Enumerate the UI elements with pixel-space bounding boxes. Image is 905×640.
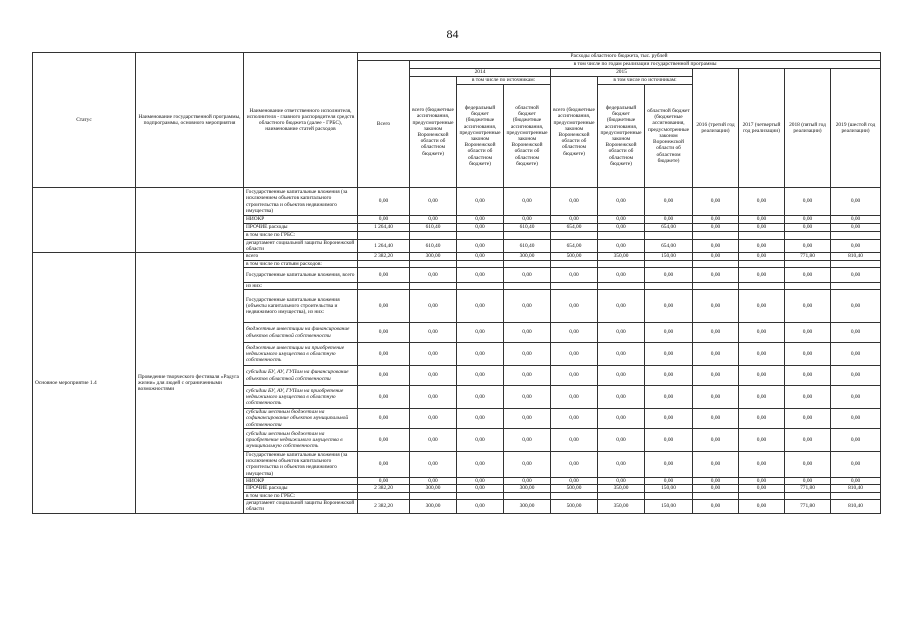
row-label: субсидии БУ, АУ, ГУПам на финансирование объектов областной собственности bbox=[244, 366, 358, 386]
value-cell bbox=[739, 493, 785, 500]
budget-table bbox=[32, 52, 881, 514]
value-cell: 0,00 bbox=[410, 323, 457, 343]
value-cell: 0,00 bbox=[457, 290, 504, 323]
value-cell: 300,00 bbox=[504, 253, 551, 260]
value-cell: 150,00 bbox=[645, 253, 693, 260]
header-status: Статус bbox=[33, 53, 136, 188]
row-label: из них: bbox=[244, 282, 358, 289]
value-cell: 810,40 bbox=[831, 253, 881, 260]
value-cell: 0,00 bbox=[739, 485, 785, 493]
value-cell: 0,00 bbox=[598, 452, 645, 478]
value-cell: 0,00 bbox=[410, 216, 457, 224]
value-cell bbox=[410, 493, 457, 500]
value-cell bbox=[645, 282, 693, 289]
value-cell: 0,00 bbox=[831, 409, 881, 429]
value-cell: 0,00 bbox=[598, 343, 645, 366]
value-cell: 0,00 bbox=[358, 477, 410, 484]
value-cell: 0,00 bbox=[739, 500, 785, 513]
value-cell: 0,00 bbox=[410, 409, 457, 429]
row-label: Государственные капитальные вложения, всего bbox=[244, 267, 358, 282]
value-cell: 0,00 bbox=[551, 323, 598, 343]
value-cell bbox=[551, 282, 598, 289]
value-cell: 0,00 bbox=[457, 477, 504, 484]
value-cell: 0,00 bbox=[551, 386, 598, 409]
value-cell: 0,00 bbox=[504, 216, 551, 224]
value-cell: 0,00 bbox=[785, 216, 831, 224]
value-cell: 0,00 bbox=[831, 290, 881, 323]
value-cell: 0,00 bbox=[739, 386, 785, 409]
value-cell: 0,00 bbox=[598, 409, 645, 429]
value-cell: 0,00 bbox=[410, 366, 457, 386]
value-cell: 0,00 bbox=[410, 452, 457, 478]
row-label: Государственные капитальные вложения (за исключением объектов капитального строительства и объектов недвижимого имущества) bbox=[244, 188, 358, 216]
value-cell: 0,00 bbox=[598, 224, 645, 232]
value-cell: 0,00 bbox=[693, 224, 739, 232]
value-cell bbox=[457, 232, 504, 240]
value-cell: 0,00 bbox=[598, 323, 645, 343]
value-cell: 0,00 bbox=[598, 386, 645, 409]
value-cell: 0,00 bbox=[831, 477, 881, 484]
value-cell bbox=[785, 260, 831, 267]
value-cell: 0,00 bbox=[457, 500, 504, 513]
value-cell: 0,00 bbox=[693, 216, 739, 224]
header-total: Всего bbox=[358, 61, 410, 188]
upper-name-cell bbox=[136, 188, 244, 253]
value-cell: 0,00 bbox=[785, 343, 831, 366]
value-cell: 0,00 bbox=[645, 188, 693, 216]
header-2014-regional: областной бюджет (бюджетные ассигнования, предусмотренные законом Воронежской области об областном бюджете) bbox=[504, 85, 551, 188]
value-cell: 0,00 bbox=[693, 290, 739, 323]
header-2015-regional: областной бюджет (бюджетные ассигнования, предусмотренные законом Воронежской области об областном бюджете) bbox=[645, 85, 693, 188]
value-cell: 0,00 bbox=[739, 409, 785, 429]
value-cell: 0,00 bbox=[457, 409, 504, 429]
value-cell: 0,00 bbox=[504, 409, 551, 429]
value-cell: 500,00 bbox=[551, 500, 598, 513]
value-cell: 0,00 bbox=[551, 409, 598, 429]
value-cell bbox=[551, 232, 598, 240]
value-cell: 0,00 bbox=[645, 366, 693, 386]
value-cell: 0,00 bbox=[457, 429, 504, 452]
value-cell: 0,00 bbox=[645, 323, 693, 343]
value-cell: 0,00 bbox=[551, 267, 598, 282]
value-cell: 0,00 bbox=[504, 323, 551, 343]
value-cell bbox=[457, 493, 504, 500]
value-cell: 0,00 bbox=[358, 366, 410, 386]
value-cell bbox=[457, 282, 504, 289]
value-cell: 610,40 bbox=[504, 224, 551, 232]
header-by-years: в том числе по годам реализации государственной программы bbox=[410, 61, 881, 69]
value-cell: 1 264,40 bbox=[358, 224, 410, 232]
value-cell: 0,00 bbox=[410, 267, 457, 282]
value-cell: 0,00 bbox=[693, 323, 739, 343]
header-2014-sources: в том числе по источникам: bbox=[457, 77, 551, 85]
value-cell bbox=[358, 493, 410, 500]
value-cell: 654,00 bbox=[551, 224, 598, 232]
value-cell: 0,00 bbox=[693, 386, 739, 409]
value-cell: 0,00 bbox=[504, 429, 551, 452]
value-cell: 0,00 bbox=[358, 216, 410, 224]
value-cell bbox=[831, 493, 881, 500]
value-cell: 0,00 bbox=[645, 386, 693, 409]
value-cell: 0,00 bbox=[598, 188, 645, 216]
value-cell: 0,00 bbox=[693, 477, 739, 484]
value-cell bbox=[598, 232, 645, 240]
value-cell: 0,00 bbox=[693, 485, 739, 493]
header-2016: 2016 (третий год реализации) bbox=[693, 69, 739, 188]
row-label: в том числе по ГРБС: bbox=[244, 493, 358, 500]
value-cell: 0,00 bbox=[504, 477, 551, 484]
value-cell: 0,00 bbox=[785, 290, 831, 323]
row-label: в том числе по ГРБС: bbox=[244, 232, 358, 240]
value-cell bbox=[831, 232, 881, 240]
value-cell bbox=[693, 260, 739, 267]
value-cell: 0,00 bbox=[598, 429, 645, 452]
value-cell: 610,40 bbox=[504, 240, 551, 253]
table-body bbox=[33, 188, 881, 514]
value-cell: 0,00 bbox=[457, 323, 504, 343]
value-cell: 0,00 bbox=[645, 477, 693, 484]
value-cell: 0,00 bbox=[645, 429, 693, 452]
value-cell: 350,00 bbox=[598, 253, 645, 260]
value-cell bbox=[785, 282, 831, 289]
value-cell: 0,00 bbox=[551, 343, 598, 366]
value-cell: 300,00 bbox=[410, 253, 457, 260]
value-cell bbox=[358, 232, 410, 240]
value-cell: 0,00 bbox=[831, 343, 881, 366]
value-cell: 0,00 bbox=[457, 267, 504, 282]
row-label: ПРОЧИЕ расходы bbox=[244, 224, 358, 232]
value-cell bbox=[831, 282, 881, 289]
value-cell: 0,00 bbox=[645, 452, 693, 478]
value-cell: 0,00 bbox=[358, 409, 410, 429]
row-label: департамент социальной защиты Воронежской области bbox=[244, 500, 358, 513]
value-cell bbox=[551, 260, 598, 267]
table-row bbox=[33, 253, 881, 260]
value-cell bbox=[504, 282, 551, 289]
header-2018: 2018 (пятый год реализации) bbox=[785, 69, 831, 188]
row-label: Государственные капитальные вложения (объекты капитального строительства и недвижимого имущества), из них: bbox=[244, 290, 358, 323]
value-cell bbox=[645, 493, 693, 500]
value-cell: 0,00 bbox=[831, 386, 881, 409]
value-cell: 1 264,40 bbox=[358, 240, 410, 253]
value-cell: 0,00 bbox=[410, 343, 457, 366]
value-cell bbox=[831, 260, 881, 267]
value-cell: 0,00 bbox=[598, 216, 645, 224]
value-cell: 810,40 bbox=[831, 485, 881, 493]
row-label: Государственные капитальные вложения (за исключением объектов капитального строительства и объектов недвижимого имущества) bbox=[244, 452, 358, 478]
value-cell: 0,00 bbox=[739, 216, 785, 224]
value-cell: 0,00 bbox=[739, 240, 785, 253]
value-cell: 0,00 bbox=[457, 224, 504, 232]
value-cell: 2 382,20 bbox=[358, 253, 410, 260]
value-cell: 0,00 bbox=[457, 188, 504, 216]
value-cell: 0,00 bbox=[693, 366, 739, 386]
value-cell: 0,00 bbox=[598, 366, 645, 386]
value-cell: 0,00 bbox=[693, 452, 739, 478]
value-cell bbox=[598, 260, 645, 267]
value-cell: 0,00 bbox=[739, 429, 785, 452]
value-cell: 0,00 bbox=[831, 267, 881, 282]
header-executor: Наименование ответственного исполнителя, исполнителя - главного распорядителя средств областного бюджета (далее - ГРБС), наименование статей расходов bbox=[244, 53, 358, 188]
value-cell bbox=[551, 493, 598, 500]
row-label: ПРОЧИЕ расходы bbox=[244, 485, 358, 493]
page-number: 84 bbox=[446, 27, 459, 41]
header-2017: 2017 (четвертый год реализации) bbox=[739, 69, 785, 188]
value-cell: 0,00 bbox=[645, 343, 693, 366]
value-cell: 0,00 bbox=[785, 323, 831, 343]
header-year-2014: 2014 bbox=[410, 69, 551, 77]
value-cell: 0,00 bbox=[693, 253, 739, 260]
value-cell: 0,00 bbox=[457, 240, 504, 253]
value-cell: 0,00 bbox=[358, 429, 410, 452]
header-2015-total: всего (бюджетные ассигнования, предусмотренные законом Воронежской области об областном бюджете) bbox=[551, 77, 598, 188]
value-cell: 0,00 bbox=[785, 188, 831, 216]
value-cell bbox=[598, 493, 645, 500]
value-cell: 0,00 bbox=[739, 343, 785, 366]
value-cell: 0,00 bbox=[410, 477, 457, 484]
value-cell: 0,00 bbox=[831, 188, 881, 216]
header-year-2015: 2015 bbox=[551, 69, 693, 77]
value-cell: 0,00 bbox=[598, 240, 645, 253]
value-cell: 0,00 bbox=[831, 366, 881, 386]
table-row bbox=[33, 188, 881, 216]
value-cell: 0,00 bbox=[551, 366, 598, 386]
value-cell: 0,00 bbox=[785, 240, 831, 253]
value-cell: 0,00 bbox=[410, 429, 457, 452]
value-cell: 0,00 bbox=[551, 477, 598, 484]
value-cell: 0,00 bbox=[739, 323, 785, 343]
value-cell bbox=[504, 493, 551, 500]
value-cell: 0,00 bbox=[645, 290, 693, 323]
value-cell bbox=[645, 232, 693, 240]
value-cell: 0,00 bbox=[739, 224, 785, 232]
value-cell: 0,00 bbox=[693, 409, 739, 429]
value-cell bbox=[410, 282, 457, 289]
row-label: НИОКР bbox=[244, 477, 358, 484]
value-cell: 0,00 bbox=[693, 240, 739, 253]
value-cell: 0,00 bbox=[739, 452, 785, 478]
value-cell: 0,00 bbox=[358, 188, 410, 216]
value-cell: 0,00 bbox=[551, 452, 598, 478]
row-label: субсидии БУ, АУ, ГУПам на приобретение недвижимого имущества в областную собственность bbox=[244, 386, 358, 409]
value-cell: 0,00 bbox=[785, 409, 831, 429]
value-cell: 500,00 bbox=[551, 485, 598, 493]
value-cell: 0,00 bbox=[645, 267, 693, 282]
value-cell: 0,00 bbox=[739, 290, 785, 323]
value-cell: 0,00 bbox=[358, 386, 410, 409]
value-cell: 0,00 bbox=[739, 366, 785, 386]
value-cell: 0,00 bbox=[358, 290, 410, 323]
value-cell: 0,00 bbox=[739, 188, 785, 216]
value-cell: 0,00 bbox=[645, 216, 693, 224]
value-cell: 0,00 bbox=[739, 477, 785, 484]
row-label: бюджетные инвестиции на приобретение недвижимого имущества в областную собственность bbox=[244, 343, 358, 366]
value-cell bbox=[645, 260, 693, 267]
value-cell bbox=[739, 282, 785, 289]
value-cell: 150,00 bbox=[645, 500, 693, 513]
value-cell bbox=[739, 232, 785, 240]
value-cell: 300,00 bbox=[504, 485, 551, 493]
value-cell bbox=[785, 493, 831, 500]
value-cell: 0,00 bbox=[457, 485, 504, 493]
value-cell: 771,80 bbox=[785, 253, 831, 260]
value-cell: 0,00 bbox=[831, 452, 881, 478]
value-cell: 0,00 bbox=[739, 253, 785, 260]
value-cell: 0,00 bbox=[551, 429, 598, 452]
value-cell: 0,00 bbox=[457, 386, 504, 409]
value-cell: 654,00 bbox=[645, 240, 693, 253]
value-cell: 0,00 bbox=[693, 188, 739, 216]
value-cell: 0,00 bbox=[504, 267, 551, 282]
event-status: Основное мероприятие 1.4 bbox=[33, 253, 136, 513]
header-expenses-title: Расходы областного бюджета, тыс. рублей bbox=[358, 53, 881, 61]
value-cell: 0,00 bbox=[693, 429, 739, 452]
value-cell: 0,00 bbox=[410, 290, 457, 323]
value-cell: 0,00 bbox=[785, 224, 831, 232]
value-cell: 810,40 bbox=[831, 500, 881, 513]
row-label: бюджетные инвестиции на финансирование объектов областной собственности bbox=[244, 323, 358, 343]
value-cell: 0,00 bbox=[785, 366, 831, 386]
value-cell: 0,00 bbox=[358, 267, 410, 282]
value-cell bbox=[739, 260, 785, 267]
value-cell bbox=[410, 232, 457, 240]
value-cell: 0,00 bbox=[739, 267, 785, 282]
value-cell bbox=[693, 282, 739, 289]
value-cell: 300,00 bbox=[410, 500, 457, 513]
value-cell: 0,00 bbox=[785, 429, 831, 452]
row-label: субсидии местным бюджетам на софинансирование объектов муниципальной собственности bbox=[244, 409, 358, 429]
value-cell: 2 382,20 bbox=[358, 500, 410, 513]
value-cell: 150,00 bbox=[645, 485, 693, 493]
value-cell: 0,00 bbox=[457, 216, 504, 224]
value-cell: 0,00 bbox=[551, 290, 598, 323]
value-cell: 0,00 bbox=[598, 290, 645, 323]
value-cell: 0,00 bbox=[785, 452, 831, 478]
value-cell bbox=[693, 493, 739, 500]
event-name: Проведение творческого фестиваля «Радуга жизни» для людей с ограниченными возможностями bbox=[136, 253, 244, 513]
value-cell bbox=[410, 260, 457, 267]
header-program-name: Наименование государственной программы, подпрограммы, основного мероприятия bbox=[136, 53, 244, 188]
value-cell bbox=[504, 260, 551, 267]
value-cell: 0,00 bbox=[504, 452, 551, 478]
value-cell: 0,00 bbox=[504, 188, 551, 216]
value-cell: 350,00 bbox=[598, 500, 645, 513]
value-cell: 0,00 bbox=[358, 323, 410, 343]
value-cell bbox=[693, 232, 739, 240]
value-cell: 500,00 bbox=[551, 253, 598, 260]
value-cell: 0,00 bbox=[831, 216, 881, 224]
header-2015-sources: в том числе по источникам: bbox=[598, 77, 693, 85]
upper-status-cell bbox=[33, 188, 136, 253]
value-cell: 610,40 bbox=[410, 240, 457, 253]
value-cell: 350,00 bbox=[598, 485, 645, 493]
value-cell: 2 382,20 bbox=[358, 485, 410, 493]
value-cell: 0,00 bbox=[504, 290, 551, 323]
value-cell: 654,00 bbox=[551, 240, 598, 253]
value-cell: 771,80 bbox=[785, 500, 831, 513]
value-cell: 300,00 bbox=[410, 485, 457, 493]
value-cell: 0,00 bbox=[831, 323, 881, 343]
value-cell: 300,00 bbox=[504, 500, 551, 513]
value-cell: 0,00 bbox=[598, 477, 645, 484]
value-cell bbox=[504, 232, 551, 240]
value-cell: 0,00 bbox=[457, 343, 504, 366]
value-cell: 0,00 bbox=[693, 500, 739, 513]
value-cell: 0,00 bbox=[693, 343, 739, 366]
value-cell bbox=[358, 260, 410, 267]
header-2015-federal: федеральный бюджет (бюджетные ассигнования, предусмотренные законом Воронежской области об областном бюджете) bbox=[598, 85, 645, 188]
header-2014-federal: федеральный бюджет (бюджетные ассигнования, предусмотренные законом Воронежской области об областном бюджете) bbox=[457, 85, 504, 188]
value-cell: 0,00 bbox=[410, 188, 457, 216]
row-label: всего bbox=[244, 253, 358, 260]
value-cell: 0,00 bbox=[645, 409, 693, 429]
value-cell: 0,00 bbox=[785, 386, 831, 409]
value-cell: 0,00 bbox=[358, 343, 410, 366]
value-cell bbox=[358, 282, 410, 289]
value-cell: 0,00 bbox=[504, 366, 551, 386]
value-cell: 0,00 bbox=[598, 267, 645, 282]
value-cell: 0,00 bbox=[457, 366, 504, 386]
row-label: в том числе по статьям расходов: bbox=[244, 260, 358, 267]
header-2014-total: всего (бюджетные ассигнования, предусмотренные законом Воронежской области об областном бюджете) bbox=[410, 77, 457, 188]
value-cell bbox=[785, 232, 831, 240]
value-cell: 0,00 bbox=[831, 429, 881, 452]
value-cell: 0,00 bbox=[457, 253, 504, 260]
row-label: департамент социальной защиты Воронежской области bbox=[244, 240, 358, 253]
value-cell: 0,00 bbox=[785, 477, 831, 484]
value-cell: 0,00 bbox=[504, 386, 551, 409]
value-cell: 0,00 bbox=[358, 452, 410, 478]
value-cell: 0,00 bbox=[831, 224, 881, 232]
value-cell: 771,80 bbox=[785, 485, 831, 493]
value-cell: 0,00 bbox=[831, 240, 881, 253]
value-cell bbox=[457, 260, 504, 267]
row-label: НИОКР bbox=[244, 216, 358, 224]
value-cell: 0,00 bbox=[457, 452, 504, 478]
header-2019: 2019 (шестой год реализации) bbox=[831, 69, 881, 188]
value-cell: 0,00 bbox=[551, 216, 598, 224]
value-cell: 0,00 bbox=[551, 188, 598, 216]
value-cell bbox=[598, 282, 645, 289]
value-cell: 0,00 bbox=[785, 267, 831, 282]
value-cell: 654,00 bbox=[645, 224, 693, 232]
value-cell: 0,00 bbox=[504, 343, 551, 366]
value-cell: 0,00 bbox=[410, 386, 457, 409]
row-label: субсидии местным бюджетам на приобретение недвижимого имущества в муниципальную собственность bbox=[244, 429, 358, 452]
value-cell: 0,00 bbox=[693, 267, 739, 282]
value-cell: 610,40 bbox=[410, 224, 457, 232]
